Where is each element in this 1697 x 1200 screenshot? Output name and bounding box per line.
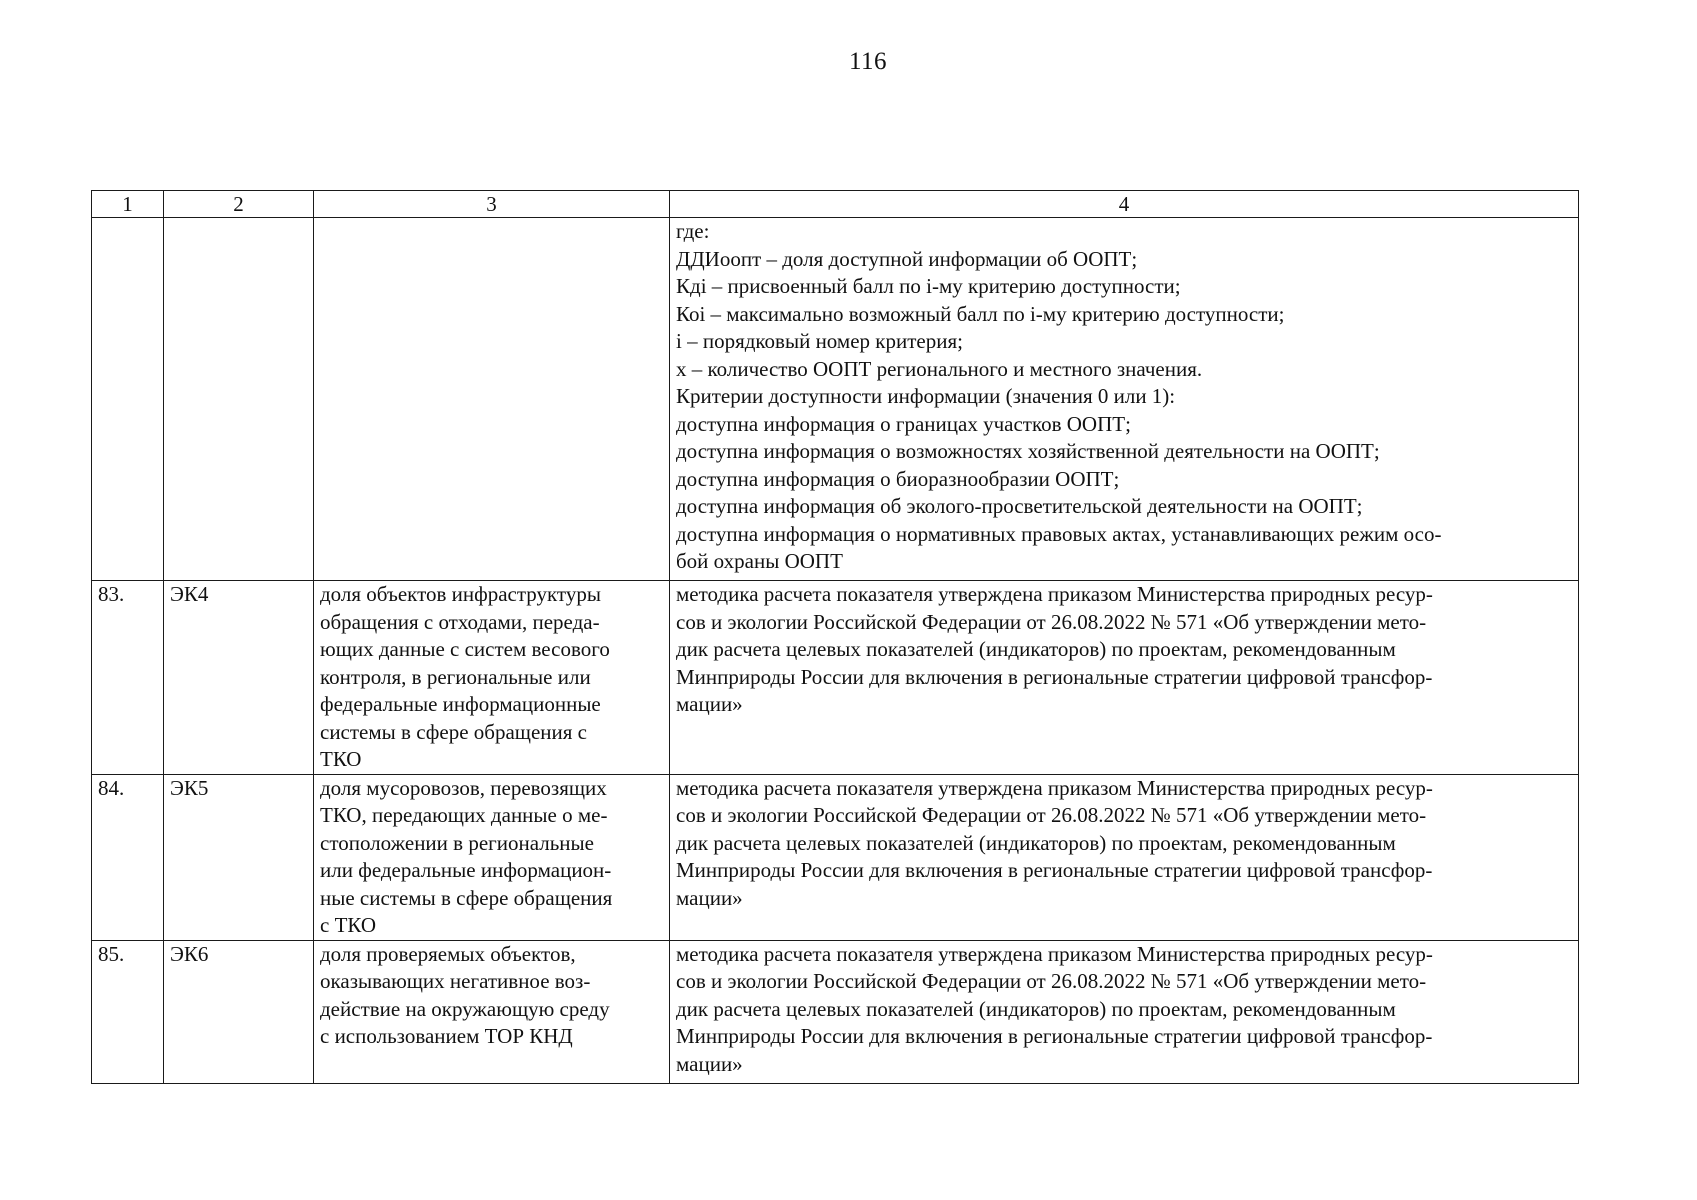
calculation-method: [670, 581, 1579, 775]
text-line: мации»: [676, 1051, 743, 1076]
text-line: ДДИоопт – доля доступной информации об ООПТ;: [676, 246, 1138, 271]
text-line: Минприроды России для включения в региональные стратегии цифровой трансфор-: [676, 858, 1433, 882]
text-line: доля мусоровозов, перевозящих: [320, 775, 607, 800]
text-line: ные системы в сфере обращения: [320, 885, 613, 910]
text-line: ющих данные с систем весового: [320, 637, 610, 661]
table-row: [92, 774, 1579, 940]
empty-cell: [314, 218, 670, 581]
text-line: Кдi – присвоенный балл по i-му критерию доступности;: [676, 274, 1181, 298]
text-line: Минприроды России для включения в региональные стратегии цифровой трансфор-: [676, 664, 1433, 689]
text-line: i – порядковый номер критерия;: [676, 329, 963, 353]
table-header-row: [92, 191, 1579, 218]
text-line: сов и экологии Российской Федерации от 26.08.2022 № 571 «Об утверждении мето-: [676, 609, 1427, 634]
indicator-table: [91, 190, 1579, 1084]
text-line: контроля, в региональные или: [320, 664, 591, 689]
indicator-description: [314, 940, 670, 1083]
text-line: с ТКО: [320, 913, 377, 937]
text-line: доступна информация о возможностях хозяйственной деятельности на ООПТ;: [676, 439, 1380, 463]
text-line: федеральные информационные: [320, 692, 601, 716]
text-line: дик расчета целевых показателей (индикаторов) по проектам, рекомендованным: [676, 830, 1396, 855]
column-header-4: 4: [670, 191, 1579, 218]
text-line: доступна информация об эколого-просветительской деятельности на ООПТ;: [676, 494, 1363, 518]
text-line: методика расчета показателя утверждена приказом Министерства природных ресур-: [676, 582, 1433, 606]
text-line: действие на окружающую среду: [320, 996, 610, 1021]
row-number: 84.: [92, 774, 164, 940]
formula-explanation-cell: [670, 218, 1579, 581]
text-line: мации»: [676, 692, 743, 716]
text-line: доступна информация о границах участков ООПТ;: [676, 411, 1131, 436]
text-line: дик расчета целевых показателей (индикаторов) по проектам, рекомендованным: [676, 996, 1396, 1021]
text-line: с использованием ТОР КНД: [320, 1024, 573, 1048]
text-line: Минприроды России для включения в региональные стратегии цифровой трансфор-: [676, 1024, 1433, 1048]
text-line: сов и экологии Российской Федерации от 26.08.2022 № 571 «Об утверждении мето-: [676, 803, 1427, 827]
empty-cell: [164, 218, 314, 581]
table-row: [92, 581, 1579, 775]
text-line: или федеральные информацион-: [320, 858, 612, 882]
text-line: методика расчета показателя утверждена приказом Министерства природных ресур-: [676, 775, 1433, 800]
text-line: оказывающих негативное воз-: [320, 969, 591, 993]
table-row-continuation: [92, 218, 1579, 581]
table-row: [92, 940, 1579, 1083]
column-header-2: 2: [164, 191, 314, 218]
empty-cell: [92, 218, 164, 581]
text-line: бой охраны ООПТ: [676, 549, 843, 573]
row-number: 85.: [92, 940, 164, 1083]
text-line: системы в сфере обращения с: [320, 719, 587, 744]
column-header-1: 1: [92, 191, 164, 218]
indicator-description: [314, 774, 670, 940]
text-line: ТКО: [320, 747, 362, 771]
text-line: Коi – максимально возможный балл по i-му критерию доступности;: [676, 301, 1285, 326]
page-number: 116: [848, 48, 888, 75]
calculation-method: [670, 774, 1579, 940]
indicator-code: ЭК4: [164, 581, 314, 775]
text-line: стоположении в региональные: [320, 830, 594, 855]
text-line: дик расчета целевых показателей (индикаторов) по проектам, рекомендованным: [676, 637, 1396, 661]
text-line: доступна информация о биоразнообразии ООПТ;: [676, 466, 1120, 491]
calculation-method: [670, 940, 1579, 1083]
text-line: ТКО, передающих данные о ме-: [320, 803, 608, 827]
row-number: 83.: [92, 581, 164, 775]
text-line: обращения с отходами, переда-: [320, 609, 600, 634]
text-line: доступна информация о нормативных правовых актах, устанавливающих режим осо-: [676, 521, 1442, 546]
text-line: где:: [676, 219, 710, 243]
indicator-code: ЭК6: [164, 940, 314, 1083]
text-line: сов и экологии Российской Федерации от 26.08.2022 № 571 «Об утверждении мето-: [676, 969, 1427, 993]
text-line: доля объектов инфраструктуры: [320, 582, 601, 606]
text-line: x – количество ООПТ регионального и местного значения.: [676, 356, 1203, 381]
indicator-code: ЭК5: [164, 774, 314, 940]
text-line: мации»: [676, 885, 743, 910]
indicator-description: [314, 581, 670, 775]
text-line: методика расчета показателя утверждена приказом Министерства природных ресур-: [676, 941, 1433, 966]
text-line: доля проверяемых объектов,: [320, 941, 576, 966]
column-header-3: 3: [314, 191, 670, 218]
text-line: Критерии доступности информации (значения 0 или 1):: [676, 384, 1176, 408]
